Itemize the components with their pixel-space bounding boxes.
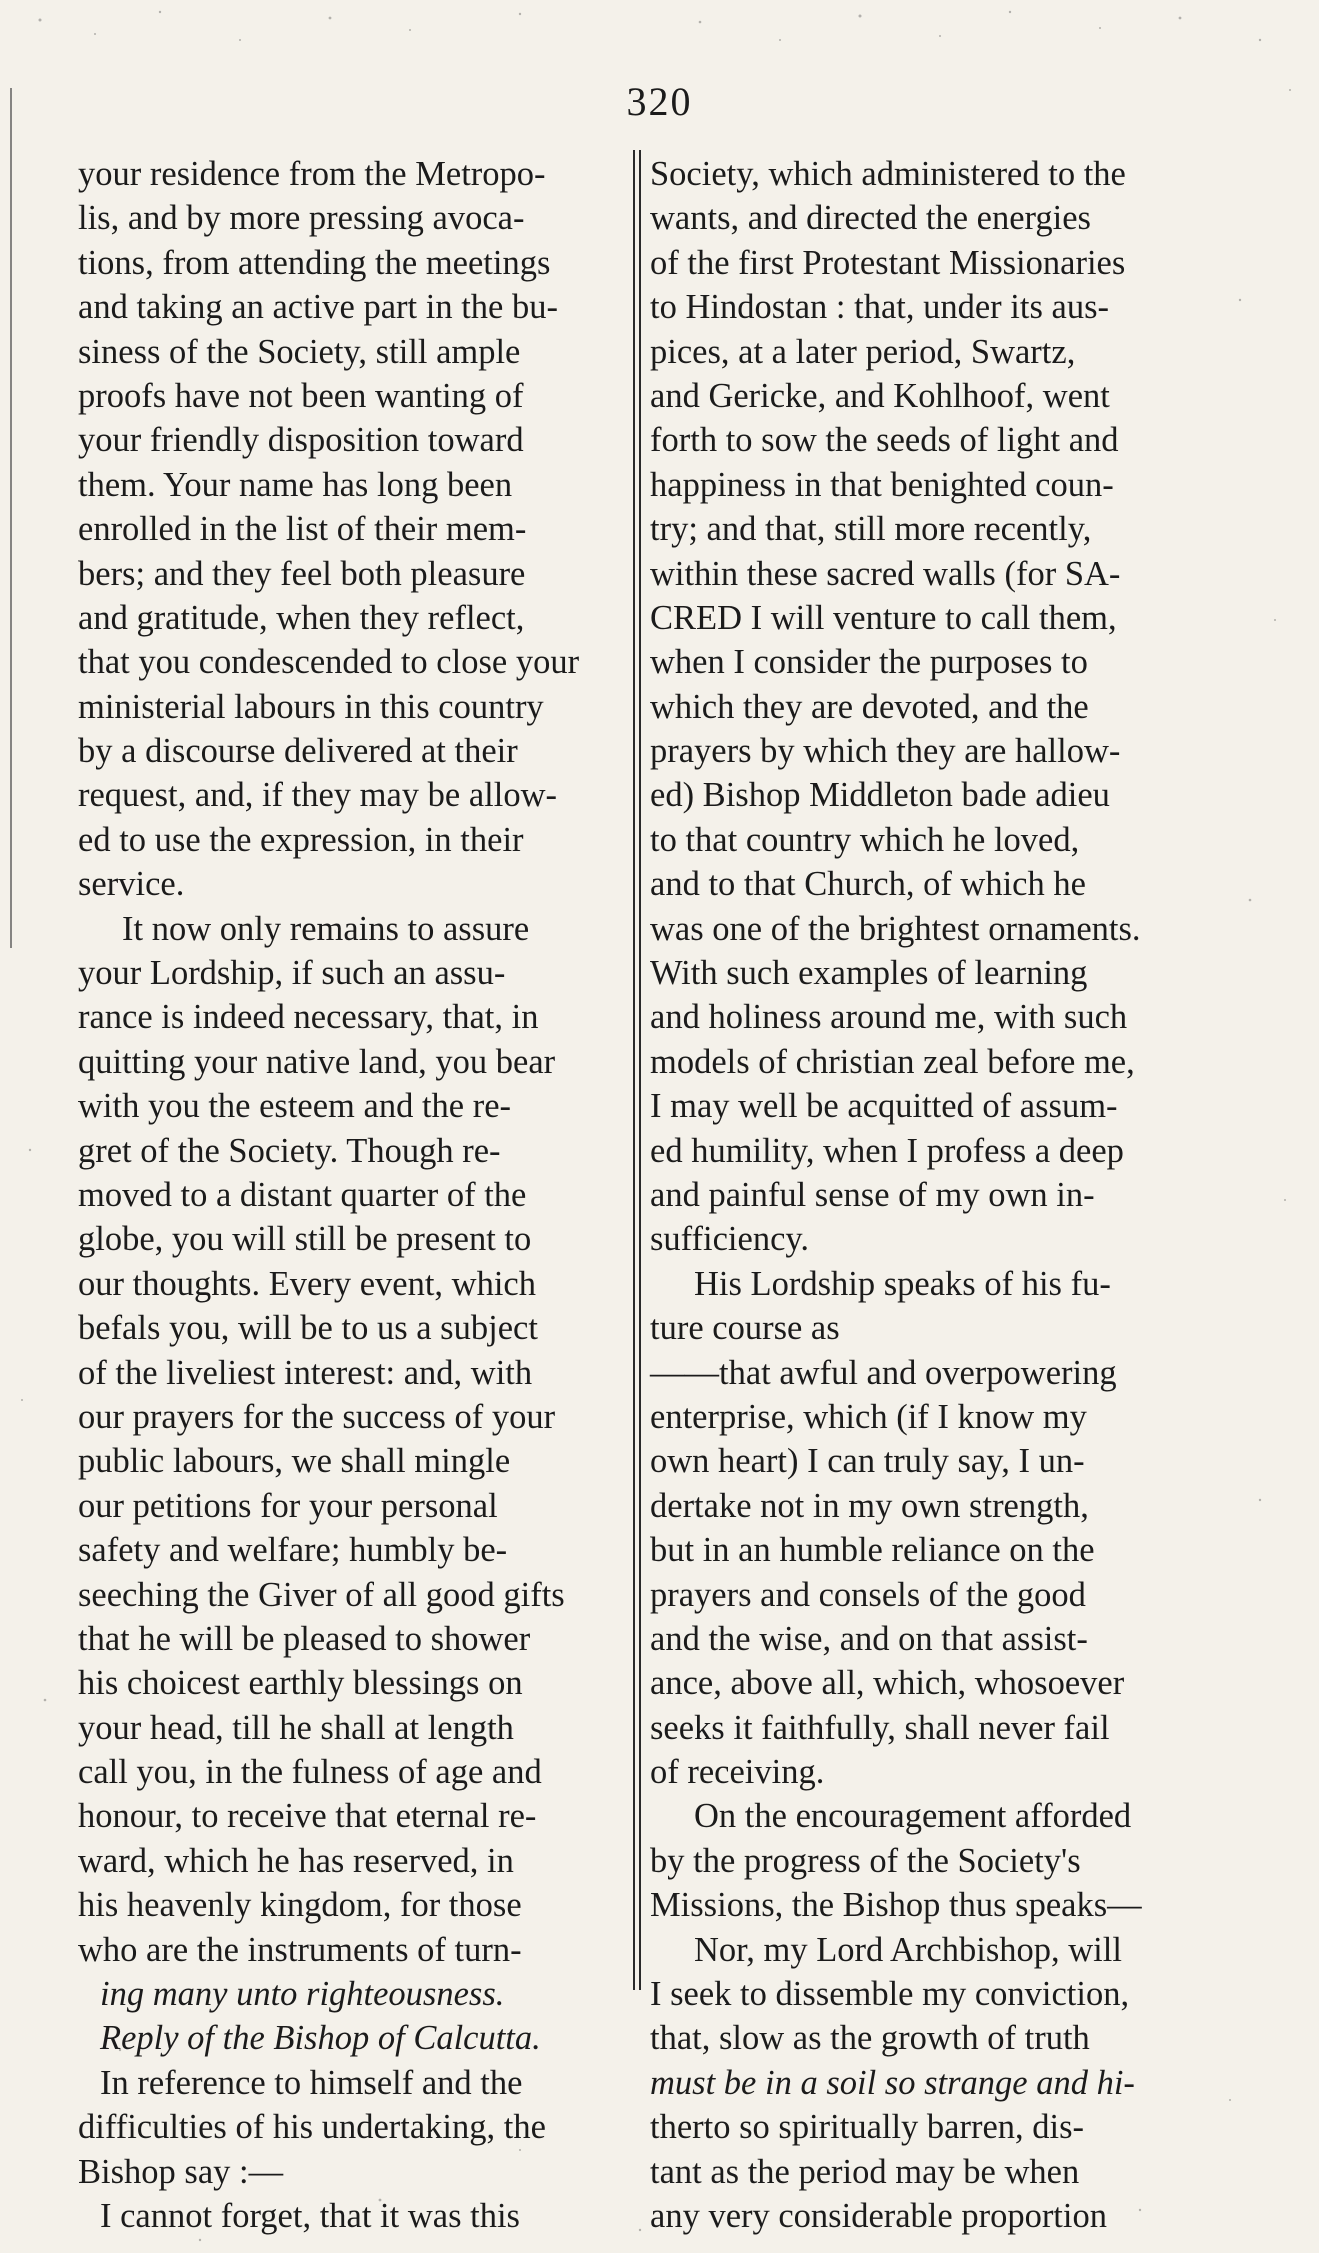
text-line: bers; and they feel both pleasure — [78, 554, 526, 593]
text-line: which they are devoted, and the — [650, 687, 1089, 726]
text-line: dertake not in my own strength, — [650, 1486, 1089, 1525]
text-line: ance, above all, which, whosoever — [650, 1664, 1125, 1703]
text-line: seeks it faithfully, shall never fail — [650, 1708, 1110, 1747]
quote-start: Nor, my Lord Archbishop, will — [694, 1930, 1122, 1969]
text-line: of the liveliest interest: and, with — [78, 1353, 533, 1392]
text-line: I may well be acquitted of assum- — [650, 1087, 1118, 1126]
text-line: that, slow as the growth of truth — [650, 2019, 1090, 2058]
text-line: and painful sense of my own in- — [650, 1175, 1095, 1214]
text-line: but in an humble reliance on the — [650, 1531, 1095, 1570]
text-line: your Lordship, if such an assu- — [78, 954, 506, 993]
text-line: and taking an active part in the bu- — [78, 288, 558, 327]
text-line: call you, in the fulness of age and — [78, 1753, 542, 1792]
text-line: them. Your name has long been — [78, 465, 513, 504]
quote-start: I cannot forget, that it was this — [100, 2196, 520, 2235]
text-line: own heart) I can truly say, I un- — [650, 1442, 1085, 1481]
text-line: ing many unto righteousness. — [100, 1975, 505, 2014]
text-line: difficulties of his undertaking, the — [78, 2108, 546, 2147]
text-line: therto so spiritually barren, dis- — [650, 2108, 1085, 2147]
text-line: CRED I will venture to call them, — [650, 598, 1117, 637]
text-line: ed) Bishop Middleton bade adieu — [650, 776, 1110, 815]
text-line: Society, which administered to the — [650, 155, 1126, 193]
margin-rule — [10, 88, 12, 948]
text-line: rance is indeed necessary, that, in — [78, 998, 539, 1037]
text-line: forth to sow the seeds of light and — [650, 421, 1119, 460]
text-line: that you condescended to close your — [78, 643, 580, 682]
text-line: prayers by which they are hallow- — [650, 732, 1121, 771]
text-line: proofs have not been wanting of — [78, 376, 524, 415]
text-line: his heavenly kingdom, for those — [78, 1886, 522, 1925]
text-line: your friendly disposition toward — [78, 421, 524, 460]
text-line: ed humility, when I profess a deep — [650, 1131, 1124, 1170]
text-line: wants, and directed the energies — [650, 199, 1091, 238]
text-line: your head, till he shall at length — [78, 1708, 514, 1747]
text-line: quitting your native land, you bear — [78, 1042, 556, 1081]
text-line: moved to a distant quarter of the — [78, 1175, 527, 1214]
text-line: tant as the period may be when — [650, 2152, 1080, 2191]
text-line: our petitions for your personal — [78, 1486, 498, 1525]
text-line: his choicest earthly blessings on — [78, 1664, 523, 1703]
text-line: enterprise, which (if I know my — [650, 1397, 1087, 1436]
text-line: pices, at a later period, Swartz, — [650, 332, 1076, 371]
text-line: sufficiency. — [650, 1220, 810, 1259]
text-line: was one of the brightest ornaments. — [650, 909, 1141, 948]
text-line: of the first Protestant Missionaries — [650, 243, 1126, 282]
paragraph-start: His Lordship speaks of his fu- — [694, 1264, 1111, 1303]
section-heading: Reply of the Bishop of Calcutta. — [100, 2019, 541, 2058]
text-line: your residence from the Metropo- — [78, 155, 546, 193]
text-line: and the wise, and on that assist- — [650, 1619, 1088, 1658]
text-line: safety and welfare; humbly be- — [78, 1531, 508, 1570]
right-column — [650, 152, 1215, 2238]
text-line: tions, from attending the meetings — [78, 243, 551, 282]
text-line: by a discourse delivered at their — [78, 732, 518, 771]
text-line: Bishop say :— — [78, 2152, 284, 2191]
text-line: globe, you will still be present to — [78, 1220, 532, 1259]
text-line: and gratitude, when they reflect, — [78, 598, 525, 637]
text-line: who are the instruments of turn- — [78, 1930, 522, 1969]
text-line: I seek to dissemble my conviction, — [650, 1975, 1130, 2014]
text-line: with you the esteem and the re- — [78, 1087, 512, 1126]
text-line: gret of the Society. Though re- — [78, 1131, 501, 1170]
text-line: that he will be pleased to shower — [78, 1619, 531, 1658]
text-line: service. — [78, 865, 185, 904]
text-line: ministerial labours in this country — [78, 687, 544, 726]
text-line: must be in a soil so strange and hi- — [650, 2063, 1135, 2102]
text-line: to that country which he loved, — [650, 820, 1080, 859]
text-line: try; and that, still more recently, — [650, 510, 1092, 549]
text-line: and Gericke, and Kohlhoof, went — [650, 376, 1110, 415]
text-line: ed to use the expression, in their — [78, 820, 524, 859]
column-divider — [633, 150, 641, 1990]
text-line: happiness in that benighted coun- — [650, 465, 1114, 504]
text-line: enrolled in the list of their mem- — [78, 510, 527, 549]
paragraph-start: It now only remains to assure — [122, 909, 530, 948]
text-line: and to that Church, of which he — [650, 865, 1086, 904]
text-line: honour, to receive that eternal re- — [78, 1797, 537, 1836]
text-line: ture course as — [650, 1309, 840, 1348]
text-line: public labours, we shall mingle — [78, 1442, 511, 1481]
text-line: request, and, if they may be allow- — [78, 776, 558, 815]
text-line: seeching the Giver of all good gifts — [78, 1575, 565, 1614]
text-line: of receiving. — [650, 1753, 825, 1792]
page-number: 320 — [626, 79, 693, 124]
text-line: when I consider the purposes to — [650, 643, 1088, 682]
text-line: ward, which he has reserved, in — [78, 1841, 514, 1880]
text-line: siness of the Society, still ample — [78, 332, 521, 371]
text-line: and holiness around me, with such — [650, 998, 1128, 1037]
text-line: befals you, will be to us a subject — [78, 1309, 538, 1348]
text-line: With such examples of learning — [650, 954, 1088, 993]
quote-start: ——that awful and overpowering — [650, 1353, 1117, 1392]
text-line: our prayers for the success of your — [78, 1397, 556, 1436]
text-line: Missions, the Bishop thus speaks— — [650, 1886, 1142, 1925]
text-line: within these sacred walls (for SA- — [650, 554, 1121, 593]
paragraph-start: On the encouragement afforded — [694, 1797, 1132, 1836]
text-line: to Hindostan : that, under its aus- — [650, 288, 1109, 327]
text-line: any very considerable proportion — [650, 2196, 1107, 2235]
left-column — [78, 152, 633, 2238]
text-line: by the progress of the Society's — [650, 1841, 1081, 1880]
text-line: our thoughts. Every event, which — [78, 1264, 536, 1303]
text-line: prayers and consels of the good — [650, 1575, 1086, 1614]
paragraph-start: In reference to himself and the — [100, 2063, 523, 2102]
text-line: lis, and by more pressing avoca- — [78, 199, 525, 238]
text-line: models of christian zeal before me, — [650, 1042, 1135, 1081]
